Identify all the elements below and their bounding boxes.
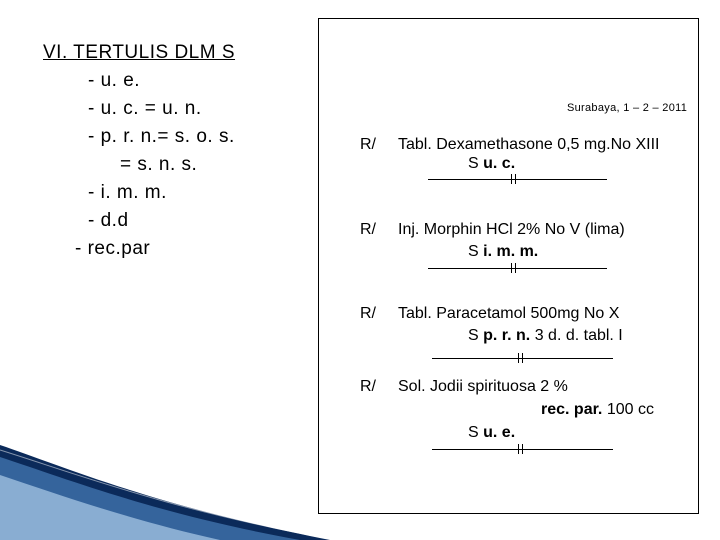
signa-instruction: u. e. (483, 424, 516, 441)
recipe-drug-line: Sol. Jodii spirituosa 2 % (398, 378, 568, 395)
signature-tick (518, 353, 519, 363)
signa-prefix: S (468, 424, 484, 441)
list-item: - rec.par (75, 238, 151, 259)
signa-prefix: S (468, 243, 484, 260)
signature-tick (511, 263, 512, 273)
recipe-drug-line: Tabl. Dexamethasone 0,5 mg.No XIII (398, 136, 660, 153)
recipe-symbol: R/ (360, 136, 376, 153)
signa-instruction: p. r. n. (483, 327, 531, 344)
recipe-quantity: 100 cc (602, 401, 654, 418)
recipe-signa (468, 243, 538, 261)
recipe-drug-line: Tabl. Paracetamol 500mg No X (398, 305, 620, 322)
signature-line (428, 268, 607, 269)
signature-tick (522, 444, 523, 454)
signature-tick (515, 174, 516, 184)
recipe-symbol: R/ (360, 305, 376, 322)
signature-tick (518, 444, 519, 454)
signa-instruction: i. m. m. (483, 243, 539, 260)
list-item: - i. m. m. (88, 182, 167, 203)
recipe-signa (468, 327, 623, 345)
prescription-date: Surabaya, 1 – 2 – 2011 (567, 102, 688, 114)
signature-line (428, 179, 607, 180)
signa-instruction: u. c. (483, 155, 516, 172)
recipe-directive: rec. par. (541, 401, 603, 418)
recipe-signa (468, 424, 515, 442)
signature-tick (511, 174, 512, 184)
list-item: - d.d (88, 210, 129, 231)
recipe-symbol: R/ (360, 221, 376, 238)
section-heading: VI. TERTULIS DLM S (43, 42, 236, 63)
list-item: - u. c. = u. n. (88, 98, 202, 119)
recipe-signa (468, 155, 515, 173)
signature-tick (515, 263, 516, 273)
recipe-drug-line: Inj. Morphin HCl 2% No V (lima) (398, 221, 625, 238)
list-item: = s. n. s. (120, 154, 198, 175)
corner-swoosh-decoration (0, 445, 340, 540)
signature-tick (522, 353, 523, 363)
signa-suffix: 3 d. d. tabl. I (530, 327, 623, 344)
signa-prefix: S (468, 327, 484, 344)
list-item: - u. e. (88, 70, 141, 91)
list-item: - p. r. n.= s. o. s. (88, 126, 235, 147)
signa-prefix: S (468, 155, 484, 172)
recipe-symbol: R/ (360, 378, 376, 395)
recipe-drug-line-2 (541, 401, 654, 419)
